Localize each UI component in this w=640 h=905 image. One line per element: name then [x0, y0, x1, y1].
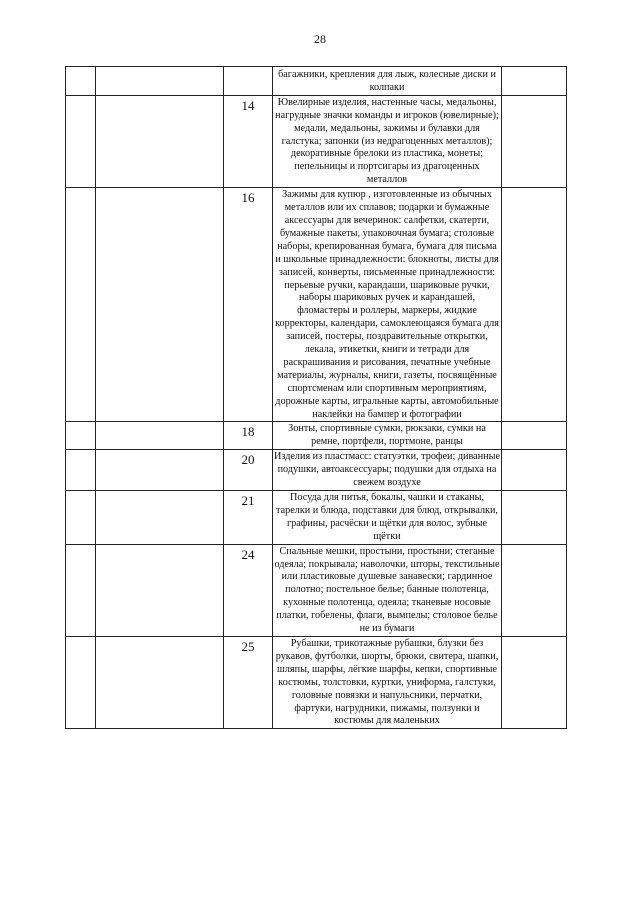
empty-cell [96, 450, 224, 491]
empty-cell [502, 450, 567, 491]
empty-cell [96, 95, 224, 187]
table-row [66, 67, 567, 96]
empty-cell [502, 491, 567, 545]
empty-cell [66, 188, 96, 422]
empty-cell [502, 422, 567, 450]
table-row [66, 544, 567, 636]
class-number-cell: 21 [224, 491, 273, 545]
table-row [66, 450, 567, 491]
empty-cell [66, 67, 96, 96]
goods-description-cell: Изделия из пластмасс: статуэтки, трофеи; диванные подушки, автоаксессуары; подушки для отдыха на свежем воздухе [273, 450, 502, 491]
empty-cell [66, 422, 96, 450]
empty-cell [66, 636, 96, 728]
goods-classification-table [65, 66, 567, 729]
table-row [66, 636, 567, 728]
empty-cell [96, 188, 224, 422]
class-number-cell: 24 [224, 544, 273, 636]
empty-cell [502, 95, 567, 187]
table-row [66, 422, 567, 450]
empty-cell [502, 188, 567, 422]
table-row [66, 491, 567, 545]
empty-cell [502, 636, 567, 728]
page-number: 28 [314, 32, 326, 46]
empty-cell [96, 422, 224, 450]
class-number-cell: 25 [224, 636, 273, 728]
goods-description-cell: Ювелирные изделия, настенные часы, медальоны, нагрудные значки команды и игроков (ювелирные); медали, медальоны, зажимы и булавки для галстука; запонки (из недрагоценных металлов); декоративные брелоки из пластика, монеты; пепельницы и портсигары из драгоценных металлов [273, 95, 502, 187]
goods-description-cell: Посуда для питья, бокалы, чашки и стаканы, тарелки и блюда, подставки для блюд, открывалки, графины, расчёски и щётки для волос, зубные щётки [273, 491, 502, 545]
goods-description-cell: Спальные мешки, простыни, простыни; стеганые одеяла; покрывала; наволочки, шторы, текстильные или пластиковые душевые занавески; гардинное полотно; постельное белье; банные полотенца, кухонные полотенца, одеяла; тканевые носовые платки, гобелены, флаги, вымпелы; столовое белье не из бумаги [273, 544, 502, 636]
class-number-cell: 18 [224, 422, 273, 450]
class-number-cell [224, 67, 273, 96]
empty-cell [96, 491, 224, 545]
class-number-cell: 16 [224, 188, 273, 422]
table-row [66, 95, 567, 187]
empty-cell [66, 544, 96, 636]
empty-cell [96, 544, 224, 636]
empty-cell [96, 67, 224, 96]
empty-cell [66, 491, 96, 545]
empty-cell [502, 544, 567, 636]
goods-description-cell: Рубашки, трикотажные рубашки, блузки без рукавов, футболки, шорты, брюки, свитера, шапки, шляпы, шарфы, лёгкие шарфы, кепки, спортивные костюмы, толстовки, куртки, униформа, галстуки, головные повязки и напульсники, перчатки, фартуки, нагрудники, пижамы, ползунки и костюмы для маленьких [273, 636, 502, 728]
class-number-cell: 20 [224, 450, 273, 491]
class-number-cell: 14 [224, 95, 273, 187]
goods-description-cell: Зажимы для купюр , изготовленные из обычных металлов или их сплавов; подарки и бумажные аксессуары для вечеринок: салфетки, скатерти, бумажные пакеты, упаковочная бумага; столовые наборы, крепированная бумага, бумага для письма и школьные принадлежности: блокноты, листы для записей, конверты, письменные принадлежности: перьевые ручки, карандаши, шариковые ручки, наборы шариковых ручек и карандашей, фломастеры и роллеры, маркеры, жидкие корректоры, календари, самоклеющаяся бумага для записей, постеры, поздравительные открытки, лекала, этикетки, книги и тетради для раскрашивания и рисования, печатные учебные материалы, журналы, книги, газеты, посвящённые спортсменам или спортивным мероприятиям, дорожные карты, игральные карты, автомобильные наклейки на бампер и фотографии [273, 188, 502, 422]
empty-cell [66, 95, 96, 187]
empty-cell [96, 636, 224, 728]
goods-description-cell: багажники, крепления для лыж, колесные диски и колпаки [273, 67, 502, 96]
goods-description-cell: Зонты, спортивные сумки, рюкзаки, сумки на ремне, портфели, портмоне, ранцы [273, 422, 502, 450]
empty-cell [502, 67, 567, 96]
empty-cell [66, 450, 96, 491]
table-row [66, 188, 567, 422]
